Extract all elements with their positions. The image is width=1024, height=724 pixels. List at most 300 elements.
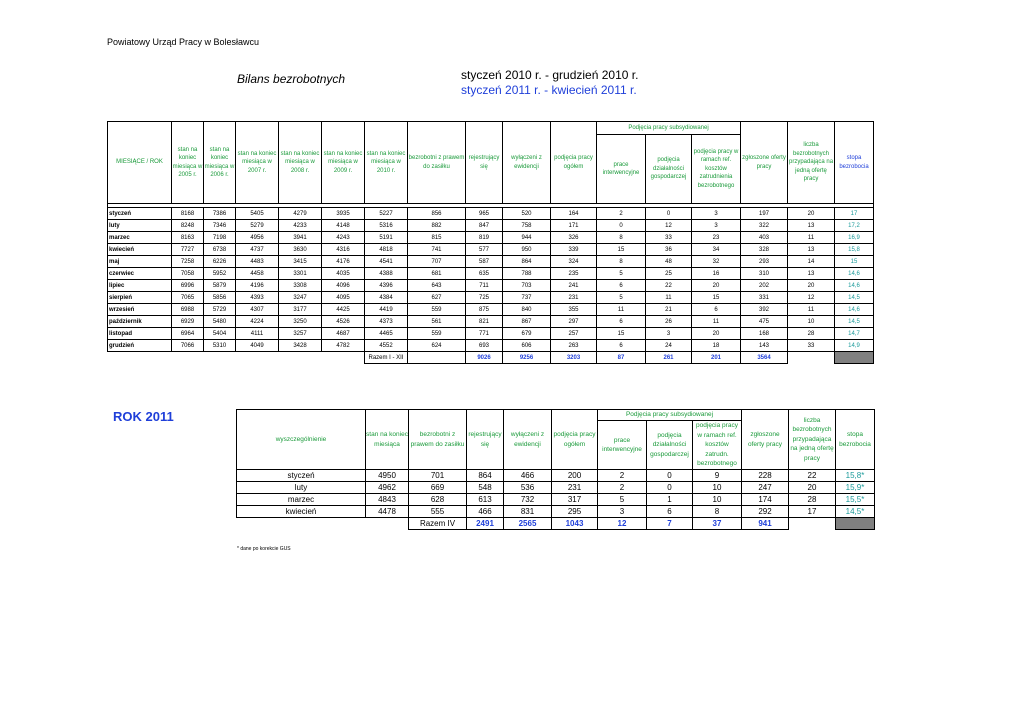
table-cell: 2 xyxy=(597,208,646,220)
table-cell: 295 xyxy=(552,506,598,518)
table-row xyxy=(108,256,874,268)
table-cell: 4176 xyxy=(322,256,365,268)
table-cell: 6964 xyxy=(172,328,204,340)
table-cell: 561 xyxy=(408,316,466,328)
table-cell: 7198 xyxy=(204,232,236,244)
total-grey-cell xyxy=(835,352,874,364)
table-cell: 17 xyxy=(789,506,836,518)
table-cell: 32 xyxy=(692,256,741,268)
table-cell: 6929 xyxy=(172,316,204,328)
table-cell: 3 xyxy=(598,506,647,518)
table-cell: 34 xyxy=(692,244,741,256)
col-2005: stan na koniec miesiąca w 2005 r. xyxy=(172,122,204,204)
table-cell: 235 xyxy=(551,268,597,280)
total-removed: 2565 xyxy=(504,518,552,530)
table-cell: 16,9 xyxy=(835,232,874,244)
table-cell: 6 xyxy=(597,316,646,328)
table-cell: 0 xyxy=(647,470,693,482)
table-row xyxy=(108,220,874,232)
table-cell: 3935 xyxy=(322,208,365,220)
table-cell: 4396 xyxy=(365,280,408,292)
table-cell: 628 xyxy=(409,494,467,506)
table-cell: 22 xyxy=(646,280,692,292)
table-cell: 11 xyxy=(788,304,835,316)
table-cell: 328 xyxy=(741,244,788,256)
total-registering: 9026 xyxy=(466,352,503,364)
table-cell: 6738 xyxy=(204,244,236,256)
table-cell: 679 xyxy=(503,328,551,340)
total-label: Razem IV xyxy=(409,518,467,530)
table-cell: 4111 xyxy=(236,328,279,340)
table-cell: 25 xyxy=(646,268,692,280)
table-cell: 703 xyxy=(503,280,551,292)
table-cell: 22 xyxy=(789,470,836,482)
table-cell: 14,5 xyxy=(835,292,874,304)
total-grey-cell xyxy=(836,518,875,530)
table-row xyxy=(108,304,874,316)
total-intervention: 12 xyxy=(598,518,647,530)
table-cell: 15,5* xyxy=(836,494,875,506)
table-cell: 14,6 xyxy=(835,280,874,292)
table-cell: 231 xyxy=(552,482,598,494)
table-cell: 14,6 xyxy=(835,304,874,316)
table-cell: 5316 xyxy=(365,220,408,232)
table-cell: 48 xyxy=(646,256,692,268)
row-month: sierpień xyxy=(108,292,172,304)
table-cell: 355 xyxy=(551,304,597,316)
table-cell: 4307 xyxy=(236,304,279,316)
col-removed: wyłączeni z ewidencji xyxy=(504,410,552,470)
table-cell: 11 xyxy=(597,304,646,316)
table-cell: 856 xyxy=(408,208,466,220)
table-cell: 3247 xyxy=(279,292,322,304)
table-cell: 466 xyxy=(467,506,504,518)
table-cell: 711 xyxy=(466,280,503,292)
table-cell: 331 xyxy=(741,292,788,304)
col-jobs-total: podjęcia pracy ogółem xyxy=(551,122,597,204)
table-cell: 33 xyxy=(646,232,692,244)
table-cell: 12 xyxy=(788,292,835,304)
table-cell: 18 xyxy=(692,340,741,352)
table-row xyxy=(237,506,875,518)
table-cell: 7346 xyxy=(204,220,236,232)
table-cell: 771 xyxy=(466,328,503,340)
table-cell: 635 xyxy=(466,268,503,280)
table-cell: 20 xyxy=(788,208,835,220)
table-cell: 950 xyxy=(503,244,551,256)
col-registering: rejestrujący się xyxy=(467,410,504,470)
row-month: kwiecień xyxy=(108,244,172,256)
table-cell: 17,2 xyxy=(835,220,874,232)
table-cell: 10 xyxy=(693,494,742,506)
table-cell: 624 xyxy=(408,340,466,352)
table-row xyxy=(237,482,875,494)
table-cell: 944 xyxy=(503,232,551,244)
table-cell: 4148 xyxy=(322,220,365,232)
total-business: 261 xyxy=(646,352,692,364)
total-label: Razem I - XII xyxy=(365,352,408,364)
table-cell: 33 xyxy=(788,340,835,352)
table-cell: 882 xyxy=(408,220,466,232)
group-subsidized: Podjęcia pracy subsydiowanej xyxy=(597,122,741,135)
table-cell: 732 xyxy=(504,494,552,506)
table-cell: 10 xyxy=(693,482,742,494)
table-row xyxy=(108,328,874,340)
table-cell: 741 xyxy=(408,244,466,256)
table-cell: 1 xyxy=(647,494,693,506)
table-cell: 4465 xyxy=(365,328,408,340)
table-cell: 24 xyxy=(646,340,692,352)
table-cell: 8 xyxy=(597,256,646,268)
row-month: marzec xyxy=(237,494,366,506)
table-cell: 559 xyxy=(408,328,466,340)
row-month: luty xyxy=(237,482,366,494)
table-cell: 606 xyxy=(503,340,551,352)
table-cell: 15 xyxy=(597,244,646,256)
table-cell: 21 xyxy=(646,304,692,316)
table-cell: 392 xyxy=(741,304,788,316)
row-month: styczeń xyxy=(108,208,172,220)
table-cell: 7386 xyxy=(204,208,236,220)
table-cell: 5404 xyxy=(204,328,236,340)
col-business: podjęcia działalności gospodarczej xyxy=(647,421,693,470)
table-cell: 613 xyxy=(467,494,504,506)
table-cell: 7065 xyxy=(172,292,204,304)
total-jobs: 3203 xyxy=(551,352,597,364)
table-cell: 297 xyxy=(551,316,597,328)
table-cell: 241 xyxy=(551,280,597,292)
table-2010 xyxy=(107,121,874,364)
table-cell: 5191 xyxy=(365,232,408,244)
table-cell: 7727 xyxy=(172,244,204,256)
section-2011-title: ROK 2011 xyxy=(113,409,174,424)
table-cell: 322 xyxy=(741,220,788,232)
table-cell: 5729 xyxy=(204,304,236,316)
table-cell: 4049 xyxy=(236,340,279,352)
table-cell: 627 xyxy=(408,292,466,304)
table-cell: 4541 xyxy=(365,256,408,268)
table-cell: 4224 xyxy=(236,316,279,328)
table-cell: 669 xyxy=(409,482,467,494)
table-cell: 7066 xyxy=(172,340,204,352)
table-cell: 4419 xyxy=(365,304,408,316)
table-cell: 788 xyxy=(503,268,551,280)
table-cell: 4526 xyxy=(322,316,365,328)
table-cell: 247 xyxy=(742,482,789,494)
col-intervention: prace interwencyjne xyxy=(597,135,646,204)
table-cell: 4425 xyxy=(322,304,365,316)
table-cell: 4552 xyxy=(365,340,408,352)
table-cell: 7258 xyxy=(172,256,204,268)
col-rate: stopa bezrobocia xyxy=(836,410,875,470)
table-cell: 520 xyxy=(503,208,551,220)
table-cell: 5 xyxy=(598,494,647,506)
row-month: kwiecień xyxy=(237,506,366,518)
table-cell: 4818 xyxy=(365,244,408,256)
col-jobs-total: podjęcia pracy ogółem xyxy=(552,410,598,470)
table-cell: 8248 xyxy=(172,220,204,232)
table-cell: 693 xyxy=(466,340,503,352)
table-cell: 4279 xyxy=(279,208,322,220)
table-cell: 257 xyxy=(551,328,597,340)
table-cell: 4962 xyxy=(366,482,409,494)
table-cell: 4782 xyxy=(322,340,365,352)
table-cell: 8 xyxy=(597,232,646,244)
table-cell: 4458 xyxy=(236,268,279,280)
table-cell: 14,9 xyxy=(835,340,874,352)
table-cell: 3 xyxy=(646,328,692,340)
table-cell: 143 xyxy=(741,340,788,352)
table-row xyxy=(108,292,874,304)
group-subsidized: Podjęcia pracy subsydiowanej xyxy=(598,410,742,421)
table-cell: 815 xyxy=(408,232,466,244)
table-cell: 5952 xyxy=(204,268,236,280)
row-month: luty xyxy=(108,220,172,232)
total-registering: 2491 xyxy=(467,518,504,530)
table-cell: 4035 xyxy=(322,268,365,280)
table-cell: 197 xyxy=(741,208,788,220)
table-cell: 5 xyxy=(597,292,646,304)
table-cell: 23 xyxy=(692,232,741,244)
table-cell: 20 xyxy=(789,482,836,494)
table-cell: 3177 xyxy=(279,304,322,316)
table-cell: 3301 xyxy=(279,268,322,280)
table-cell: 11 xyxy=(692,316,741,328)
table-cell: 202 xyxy=(741,280,788,292)
col-benefit: bezrobotni z prawem do zasiłku xyxy=(409,410,467,470)
table-cell: 0 xyxy=(646,208,692,220)
table-cell: 2 xyxy=(598,470,647,482)
table-cell: 14,6 xyxy=(835,268,874,280)
table-cell: 821 xyxy=(466,316,503,328)
table-cell: 725 xyxy=(466,292,503,304)
table-row xyxy=(108,232,874,244)
table-cell: 3 xyxy=(692,220,741,232)
total-offers: 3564 xyxy=(741,352,788,364)
col-offers: zgłoszone oferty pracy xyxy=(741,122,788,204)
table-cell: 3257 xyxy=(279,328,322,340)
table-cell: 4243 xyxy=(322,232,365,244)
table-cell: 3 xyxy=(692,208,741,220)
table-cell: 12 xyxy=(646,220,692,232)
table-cell: 466 xyxy=(504,470,552,482)
row-month: marzec xyxy=(108,232,172,244)
table-cell: 5405 xyxy=(236,208,279,220)
table-cell: 864 xyxy=(467,470,504,482)
row-month: grudzień xyxy=(108,340,172,352)
total-refund: 37 xyxy=(693,518,742,530)
table-cell: 559 xyxy=(408,304,466,316)
table-row xyxy=(108,244,874,256)
footnote: * dane po korekcie GUS xyxy=(237,546,291,552)
report-title: Bilans bezrobotnych xyxy=(237,72,346,86)
table-cell: 4096 xyxy=(322,280,365,292)
row-month: maj xyxy=(108,256,172,268)
row-month: październik xyxy=(108,316,172,328)
table-cell: 20 xyxy=(692,280,741,292)
table-row xyxy=(108,268,874,280)
table-cell: 847 xyxy=(466,220,503,232)
table-cell: 4483 xyxy=(236,256,279,268)
col-2010: stan na koniec miesiąca w 2010 r. xyxy=(365,122,408,204)
table-cell: 8168 xyxy=(172,208,204,220)
table-cell: 15,9* xyxy=(836,482,875,494)
table-cell: 263 xyxy=(551,340,597,352)
table-cell: 13 xyxy=(788,268,835,280)
table-cell: 831 xyxy=(504,506,552,518)
table-row xyxy=(108,208,874,220)
table-cell: 643 xyxy=(408,280,466,292)
col-business: podjęcia działalności gospodarczej xyxy=(646,135,692,204)
table-cell: 11 xyxy=(646,292,692,304)
col-intervention: prace interwencyjne xyxy=(598,421,647,470)
table-cell: 6 xyxy=(692,304,741,316)
table-cell: 548 xyxy=(467,482,504,494)
table-cell: 168 xyxy=(741,328,788,340)
organization-name: Powiatowy Urząd Pracy w Bolesławcu xyxy=(107,37,260,47)
table-cell: 7058 xyxy=(172,268,204,280)
table-cell: 4196 xyxy=(236,280,279,292)
table-cell: 4388 xyxy=(365,268,408,280)
table-cell: 681 xyxy=(408,268,466,280)
table-row xyxy=(237,470,875,482)
table-cell: 15 xyxy=(835,256,874,268)
table-cell: 3250 xyxy=(279,316,322,328)
total-business: 7 xyxy=(647,518,693,530)
table-cell: 4843 xyxy=(366,494,409,506)
col-removed: wyłączeni z ewidencji xyxy=(503,122,551,204)
table-cell: 11 xyxy=(788,232,835,244)
col-per-offer: liczba bezrobotnych przypadająca na jedną ofertę pracy xyxy=(788,122,835,204)
table-row xyxy=(237,494,875,506)
table-cell: 20 xyxy=(692,328,741,340)
table-cell: 4950 xyxy=(366,470,409,482)
table-cell: 587 xyxy=(466,256,503,268)
table-cell: 819 xyxy=(466,232,503,244)
row-month: czerwiec xyxy=(108,268,172,280)
table-cell: 4384 xyxy=(365,292,408,304)
table-cell: 231 xyxy=(551,292,597,304)
table-cell: 475 xyxy=(741,316,788,328)
table-cell: 4737 xyxy=(236,244,279,256)
table-cell: 15 xyxy=(692,292,741,304)
table-cell: 6 xyxy=(597,280,646,292)
col-label: wyszczególnienie xyxy=(237,410,366,470)
table-cell: 310 xyxy=(741,268,788,280)
table-cell: 5279 xyxy=(236,220,279,232)
table-cell: 16 xyxy=(692,268,741,280)
col-2007: stan na koniec miesiąca w 2007 r. xyxy=(236,122,279,204)
table-cell: 875 xyxy=(466,304,503,316)
table-cell: 292 xyxy=(742,506,789,518)
table-cell: 200 xyxy=(552,470,598,482)
table-cell: 324 xyxy=(551,256,597,268)
table-cell: 326 xyxy=(551,232,597,244)
table-cell: 14,5* xyxy=(836,506,875,518)
table-cell: 13 xyxy=(788,220,835,232)
row-month: wrzesień xyxy=(108,304,172,316)
total-refund: 201 xyxy=(692,352,741,364)
table-cell: 20 xyxy=(788,280,835,292)
table-cell: 6 xyxy=(597,340,646,352)
col-months: MIESIĄCE / ROK xyxy=(108,122,172,204)
table-cell: 4956 xyxy=(236,232,279,244)
table-cell: 5227 xyxy=(365,208,408,220)
table-cell: 293 xyxy=(741,256,788,268)
table-cell: 5 xyxy=(597,268,646,280)
table-cell: 0 xyxy=(597,220,646,232)
table-cell: 171 xyxy=(551,220,597,232)
period-2011: styczeń 2011 r. - kwiecień 2011 r. xyxy=(461,83,637,97)
col-2008: stan na koniec miesiąca w 2008 r. xyxy=(279,122,322,204)
table-cell: 5480 xyxy=(204,316,236,328)
col-offers: zgłoszone oferty pracy xyxy=(742,410,789,470)
period-2010: styczeń 2010 r. - grudzień 2010 r. xyxy=(461,68,639,82)
table-cell: 36 xyxy=(646,244,692,256)
table-cell: 174 xyxy=(742,494,789,506)
total-removed: 9256 xyxy=(503,352,551,364)
table-cell: 4478 xyxy=(366,506,409,518)
table-cell: 5310 xyxy=(204,340,236,352)
table-cell: 8 xyxy=(693,506,742,518)
table-cell: 13 xyxy=(788,244,835,256)
table-cell: 3630 xyxy=(279,244,322,256)
table-cell: 3415 xyxy=(279,256,322,268)
total-jobs: 1043 xyxy=(552,518,598,530)
table-cell: 403 xyxy=(741,232,788,244)
table-cell: 3941 xyxy=(279,232,322,244)
table-cell: 4687 xyxy=(322,328,365,340)
table-cell: 28 xyxy=(789,494,836,506)
table-cell: 28 xyxy=(788,328,835,340)
col-registering: rejestrujący się xyxy=(466,122,503,204)
table-row xyxy=(108,340,874,352)
table-cell: 3308 xyxy=(279,280,322,292)
table-cell: 15,8 xyxy=(835,244,874,256)
total-intervention: 87 xyxy=(597,352,646,364)
table-cell: 0 xyxy=(647,482,693,494)
table-cell: 707 xyxy=(408,256,466,268)
col-per-offer: liczba bezrobotnych przypadająca na jedną ofertę pracy xyxy=(789,410,836,470)
table-cell: 26 xyxy=(646,316,692,328)
col-2006: stan na koniec miesiąca w 2006 r. xyxy=(204,122,236,204)
table-cell: 758 xyxy=(503,220,551,232)
table-cell: 965 xyxy=(466,208,503,220)
table-cell: 6226 xyxy=(204,256,236,268)
table-cell: 6 xyxy=(647,506,693,518)
table-cell: 2 xyxy=(598,482,647,494)
table-cell: 228 xyxy=(742,470,789,482)
col-refund: podjęcia pracy w ramach ref. kosztów zatrudnienia bezrobotnego xyxy=(692,135,741,204)
table-2011 xyxy=(236,409,875,530)
table-cell: 577 xyxy=(466,244,503,256)
table-cell: 14,5 xyxy=(835,316,874,328)
table-cell: 339 xyxy=(551,244,597,256)
row-month: lipiec xyxy=(108,280,172,292)
table-cell: 10 xyxy=(788,316,835,328)
table-cell: 867 xyxy=(503,316,551,328)
col-refund: podjęcia pracy w ramach ref. kosztów zatrudn. bezrobotnego xyxy=(693,421,742,470)
table-row xyxy=(108,280,874,292)
table-cell: 6996 xyxy=(172,280,204,292)
table-cell: 4233 xyxy=(279,220,322,232)
col-rate: stopa bezrobocia xyxy=(835,122,874,204)
table-cell: 701 xyxy=(409,470,467,482)
table-cell: 6988 xyxy=(172,304,204,316)
table-cell: 4373 xyxy=(365,316,408,328)
table-cell: 14,7 xyxy=(835,328,874,340)
table-cell: 4393 xyxy=(236,292,279,304)
